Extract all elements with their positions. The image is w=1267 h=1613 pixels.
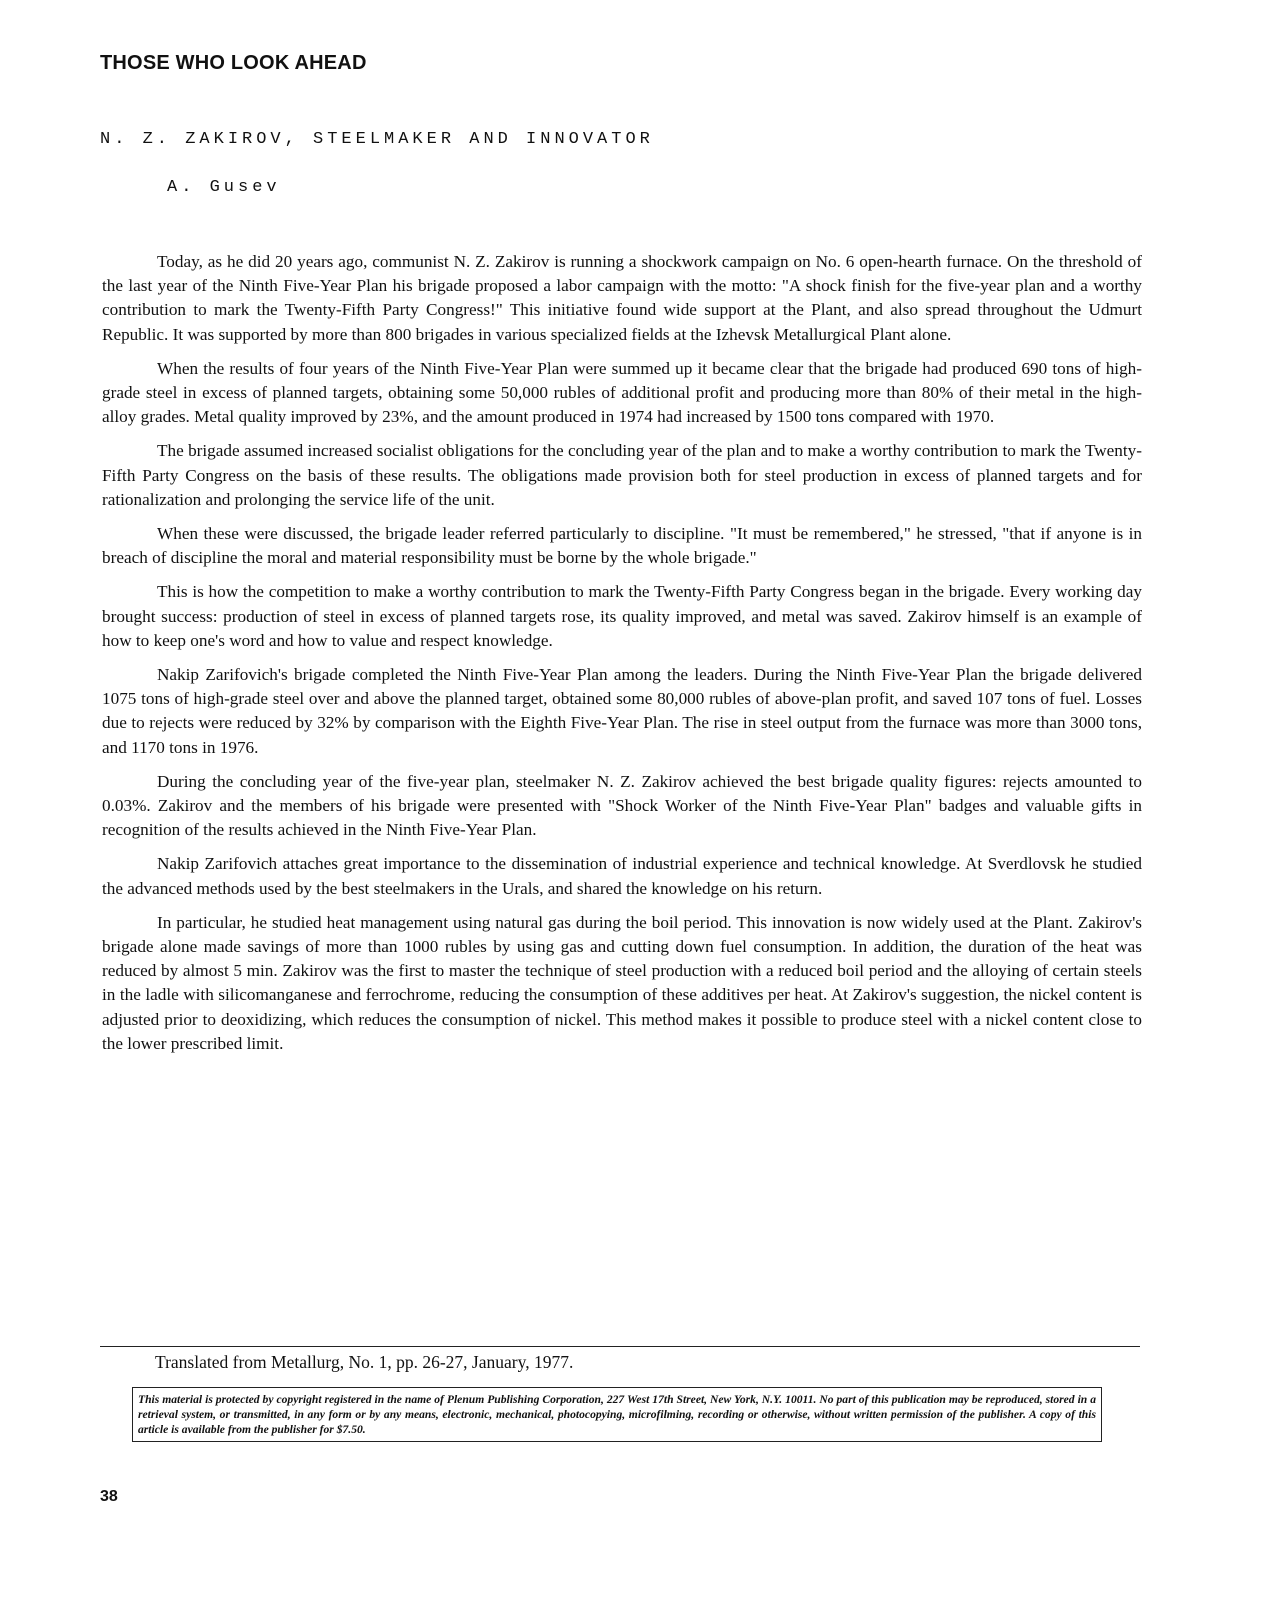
article-body <box>102 250 1142 1066</box>
paragraph-1: Today, as he did 20 years ago, communist N. Z. Zakirov is running a shockwork campaign on No. 6 open-hearth furnace. On the threshold of the last year of the Ninth Five-Year Plan his brigade proposed a labor campaign with the motto: "A shock finish for the five-year plan and a worthy contribution to mark the Twenty-Fifth Party Congress!" This initiative found wide support at the Plant, and also spread throughout the Udmurt Republic. It was supported by more than 800 brigades in various specialized fields at the Izhevsk Metallurgical Plant alone. <box>102 252 1142 344</box>
paragraph-3: The brigade assumed increased socialist obligations for the concluding year of the plan and to make a worthy contribution to mark the Twenty-Fifth Party Congress on the basis of these results. The obligations made provision both for steel production in excess of planned targets and for rationalization and prolonging the service life of the unit. <box>102 441 1142 509</box>
article-author: A. Gusev <box>167 178 281 197</box>
paragraph-9: In particular, he studied heat management using natural gas during the boil period. This innovation is now widely used at the Plant. Zakirov's brigade alone made savings of more than 1000 rubles by using gas and cutting down fuel consumption. In addition, the duration of the heat was reduced by almost 5 min. Zakirov was the first to master the technique of steel production with a reduced boil period and the alloying of certain steels in the ladle with silicomanganese and ferrochrome, reducing the consumption of these additives per heat. At Zakirov's suggestion, the nickel content is adjusted prior to deoxidizing, which reduces the consumption of nickel. This method makes it possible to produce steel with a nickel content close to the lower prescribed limit. <box>102 912 1142 1053</box>
article-title: N. Z. ZAKIROV, STEELMAKER AND INNOVATOR <box>100 130 654 149</box>
paragraph-6: Nakip Zarifovich's brigade completed the Ninth Five-Year Plan among the leaders. During the Ninth Five-Year Plan the brigade delivered 1075 tons of high-grade steel over and above the planned target, obtained some 80,000 rubles of above-plan profit, and saved 107 tons of fuel. Losses due to rejects were reduced by 32% by comparison with the Eighth Five-Year Plan. The rise in steel output from the furnace was more than 3000 tons, and 1170 tons in 1976. <box>102 665 1142 757</box>
copyright-notice: This material is protected by copyright registered in the name of Plenum Publishing Corporation, 227 West 17th Street, New York, N.Y. 10011. No part of this publication may be reproduced, stored in a retrieval system, or transmitted, in any form or by any means, electronic, mechanical, photocopying, microfilming, recording or otherwise, without written permission of the publisher. A copy of this article is available from the publisher for $7.50. <box>132 1387 1102 1442</box>
translation-note: Translated from Metallurg, No. 1, pp. 26-27, January, 1977. <box>155 1352 574 1372</box>
paragraph-2: When the results of four years of the Ninth Five-Year Plan were summed up it became clear that the brigade had produced 690 tons of high-grade steel in excess of planned targets, obtaining some 50,000 rubles of additional profit and producing more than 80% of their metal in the high-alloy grades. Metal quality improved by 23%, and the amount produced in 1974 had increased by 1500 tons compared with 1970. <box>102 358 1142 427</box>
paragraph-7: During the concluding year of the five-year plan, steelmaker N. Z. Zakirov achieved the best brigade quality figures: rejects amounted to 0.03%. Zakirov and the members of his brigade were presented with "Shock Worker of the Ninth Five-Year Plan" badges and valuable gifts in recognition of the results achieved in the Ninth Five-Year Plan. <box>102 771 1142 840</box>
footnote-divider <box>100 1346 1140 1347</box>
paragraph-4: When these were discussed, the brigade leader referred particularly to discipline. "It must be remembered," he stressed, "that if anyone is in breach of discipline the moral and material responsibility must be borne by the whole brigade." <box>102 524 1142 568</box>
section-title: THOSE WHO LOOK AHEAD <box>100 52 367 74</box>
page-number: 38 <box>100 1488 118 1505</box>
paragraph-5: This is how the competition to make a worthy contribution to mark the Twenty-Fifth Party Congress began in the brigade. Every working day brought success: production of steel in excess of planned targets rose, its quality improved, and metal was saved. Zakirov himself is an example of how to keep one's word and how to value and respect knowledge. <box>102 582 1142 650</box>
paragraph-8: Nakip Zarifovich attaches great importance to the dissemination of industrial experience and technical knowledge. At Sverdlovsk he studied the advanced methods used by the best steelmakers in the Urals, and shared the knowledge on his return. <box>102 854 1142 898</box>
